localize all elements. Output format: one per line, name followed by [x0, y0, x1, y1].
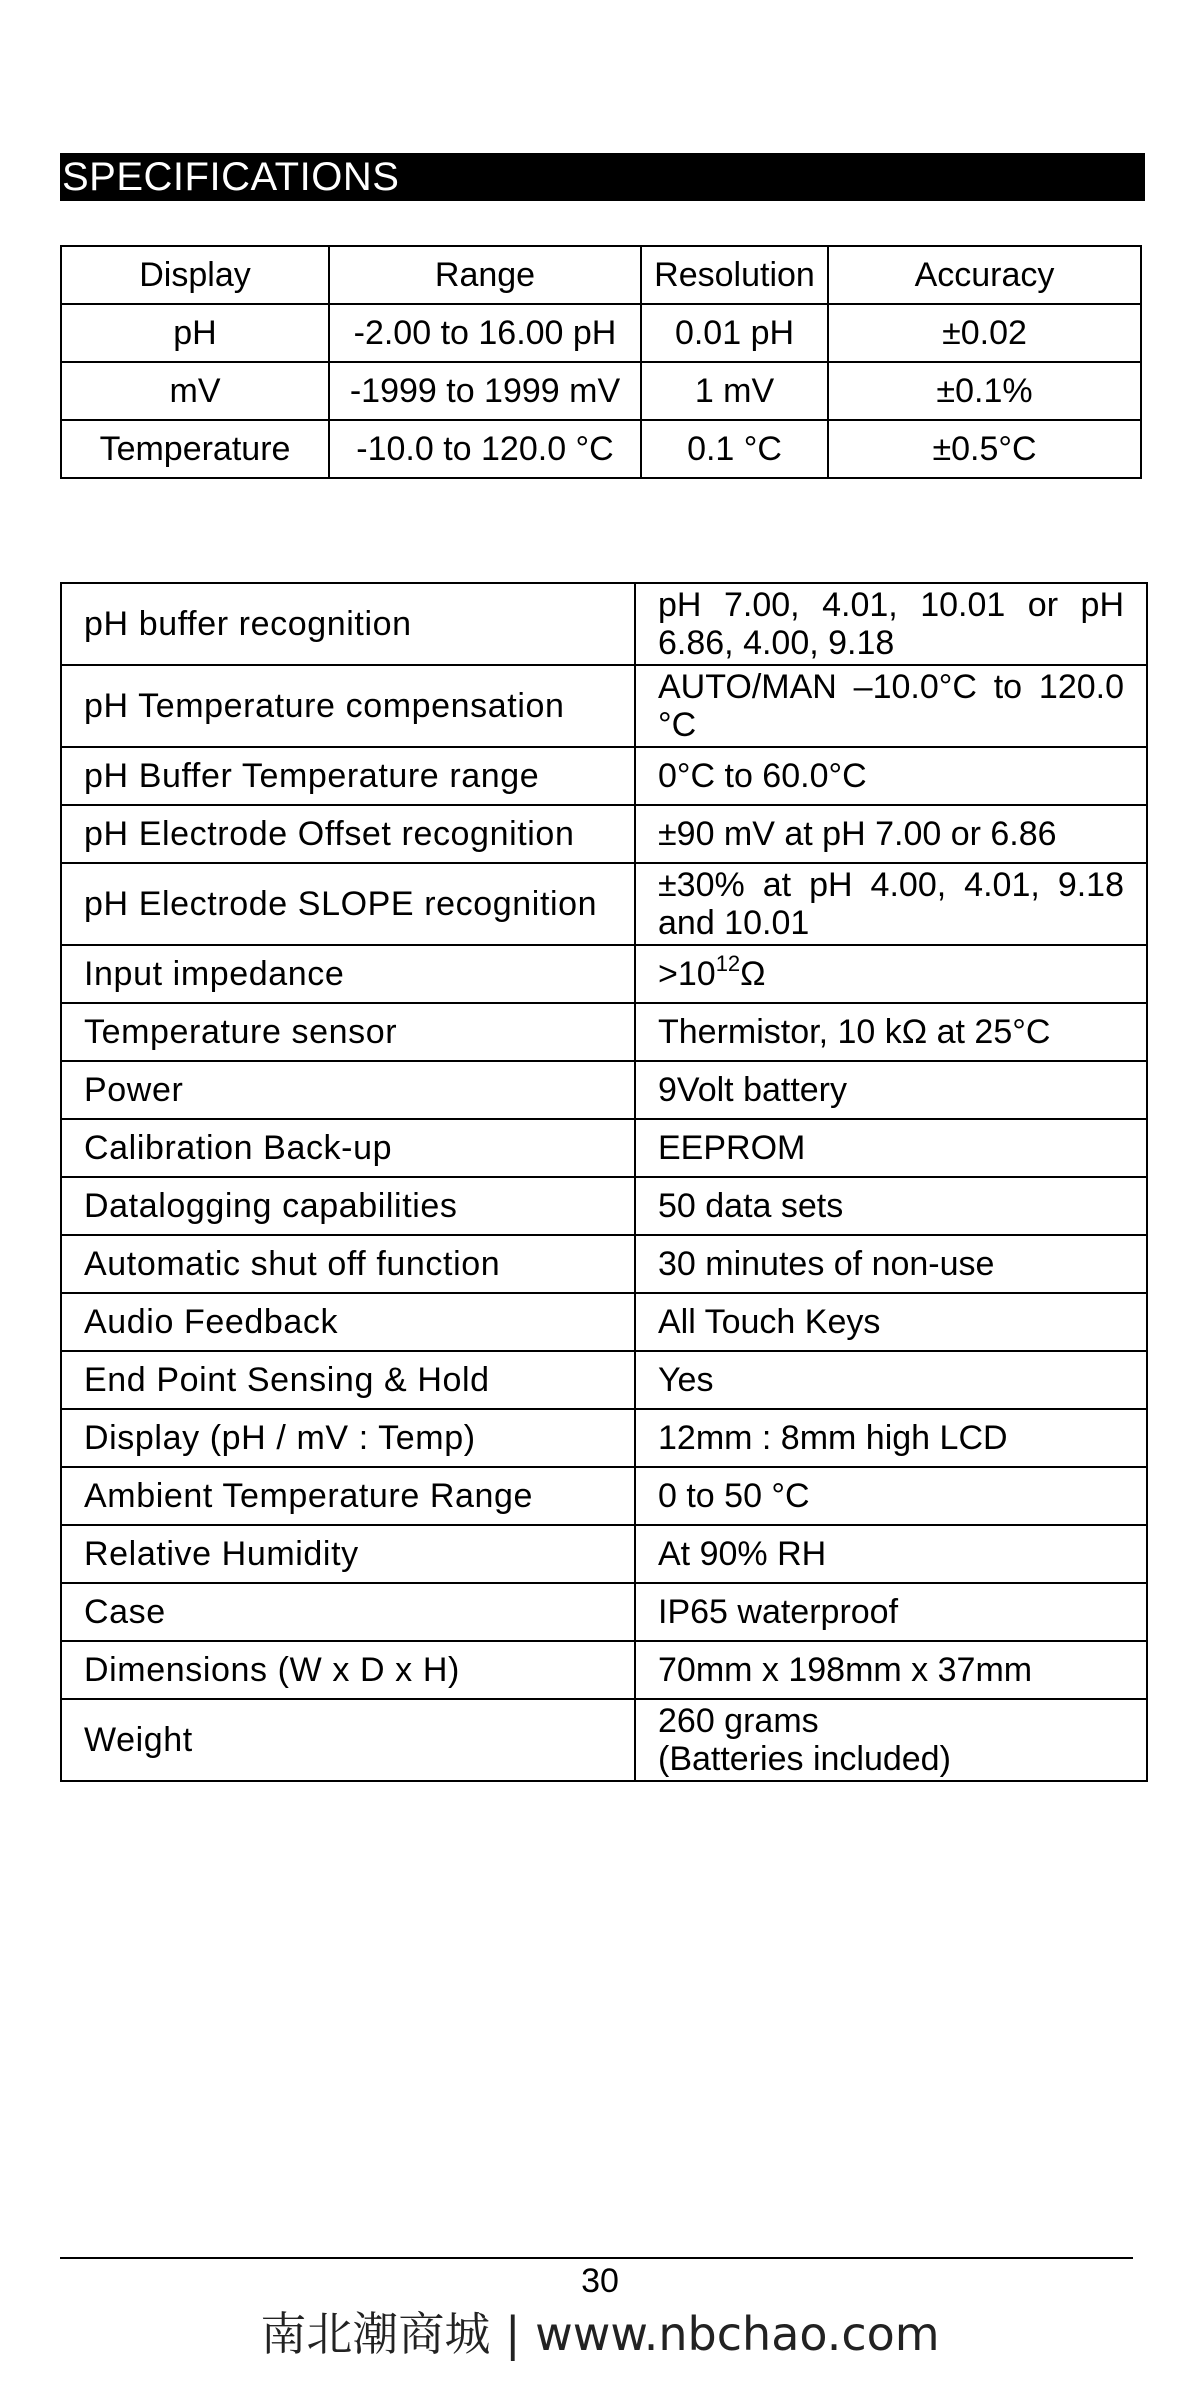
- spec-label: End Point Sensing & Hold: [61, 1351, 635, 1409]
- spec-value: IP65 waterproof: [635, 1583, 1147, 1641]
- weight-note: (Batteries included): [658, 1740, 951, 1778]
- spec-label: pH buffer recognition: [61, 583, 635, 665]
- table-row: [61, 420, 1141, 478]
- spec-label: Audio Feedback: [61, 1293, 635, 1351]
- spec-label: Input impedance: [61, 945, 635, 1003]
- table-cell: ±0.1%: [828, 362, 1141, 420]
- spec-row-power: [61, 1061, 1147, 1119]
- spec-row-end-point-sensing: [61, 1351, 1147, 1409]
- table-cell: 0.01 pH: [641, 304, 828, 362]
- ohm-symbol: Ω: [740, 955, 766, 993]
- spec-row-offset-recognition: [61, 805, 1147, 863]
- spec-value: AUTO/MAN –10.0°C to 120.0 °C: [635, 665, 1147, 747]
- spec-value: 9Volt battery: [635, 1061, 1147, 1119]
- display-table-header-row: [61, 246, 1141, 304]
- spec-label: pH Electrode Offset recognition: [61, 805, 635, 863]
- column-header: Range: [329, 246, 641, 304]
- spec-label: Calibration Back-up: [61, 1119, 635, 1177]
- spec-value: 0 to 50 °C: [635, 1467, 1147, 1525]
- spec-label: Temperature sensor: [61, 1003, 635, 1061]
- spec-row-weight: [61, 1699, 1147, 1781]
- spec-label: pH Electrode SLOPE recognition: [61, 863, 635, 945]
- spec-value: Yes: [635, 1351, 1147, 1409]
- spec-label: Power: [61, 1061, 635, 1119]
- spec-value: EEPROM: [635, 1119, 1147, 1177]
- table-cell: pH: [61, 304, 329, 362]
- spec-row-input-impedance: [61, 945, 1147, 1003]
- table-cell: mV: [61, 362, 329, 420]
- spec-row-ambient-temperature: [61, 1467, 1147, 1525]
- spec-value: Thermistor, 10 kΩ at 25°C: [635, 1003, 1147, 1061]
- page-number: 30: [581, 2262, 619, 2300]
- spec-label: pH Buffer Temperature range: [61, 747, 635, 805]
- impedance-base: >10: [658, 955, 716, 993]
- spec-label: Weight: [61, 1699, 635, 1781]
- footer-divider: [60, 2257, 1133, 2259]
- spec-row-datalogging: [61, 1177, 1147, 1235]
- spec-row-temperature-sensor: [61, 1003, 1147, 1061]
- spec-value: [635, 1699, 1147, 1781]
- spec-label: Case: [61, 1583, 635, 1641]
- column-header: Display: [61, 246, 329, 304]
- spec-value: 0°C to 60.0°C: [635, 747, 1147, 805]
- spec-row-buffer-temperature-range: [61, 747, 1147, 805]
- spec-label: Datalogging capabilities: [61, 1177, 635, 1235]
- section-title: SPECIFICATIONS: [60, 153, 1145, 201]
- spec-label: Relative Humidity: [61, 1525, 635, 1583]
- display-spec-table: [60, 245, 1142, 479]
- table-cell: -2.00 to 16.00 pH: [329, 304, 641, 362]
- spec-value: 50 data sets: [635, 1177, 1147, 1235]
- spec-row-calibration-backup: [61, 1119, 1147, 1177]
- table-cell: 0.1 °C: [641, 420, 828, 478]
- spec-row-display: [61, 1409, 1147, 1467]
- spec-value: ±90 mV at pH 7.00 or 6.86: [635, 805, 1147, 863]
- spec-row-auto-shutoff: [61, 1235, 1147, 1293]
- spec-value: 30 minutes of non-use: [635, 1235, 1147, 1293]
- spec-row-temperature-compensation: [61, 665, 1147, 747]
- spec-value: ±30% at pH 4.00, 4.01, 9.18 and 10.01: [635, 863, 1147, 945]
- spec-value: 12mm : 8mm high LCD: [635, 1409, 1147, 1467]
- spec-value: 70mm x 198mm x 37mm: [635, 1641, 1147, 1699]
- table-cell: -10.0 to 120.0 °C: [329, 420, 641, 478]
- spec-row-buffer-recognition: [61, 583, 1147, 665]
- spec-value: At 90% RH: [635, 1525, 1147, 1583]
- column-header: Accuracy: [828, 246, 1141, 304]
- table-row: [61, 304, 1141, 362]
- impedance-exponent: 12: [715, 951, 741, 976]
- site-watermark: 南北潮商城 | www.nbchao.com: [260, 2307, 940, 2361]
- spec-label: Ambient Temperature Range: [61, 1467, 635, 1525]
- weight-value: 260 grams: [658, 1702, 819, 1740]
- table-cell: Temperature: [61, 420, 329, 478]
- table-cell: -1999 to 1999 mV: [329, 362, 641, 420]
- spec-value: [635, 945, 1147, 1003]
- table-cell: ±0.5°C: [828, 420, 1141, 478]
- table-cell: 1 mV: [641, 362, 828, 420]
- table-row: [61, 362, 1141, 420]
- spec-row-dimensions: [61, 1641, 1147, 1699]
- spec-label: Automatic shut off function: [61, 1235, 635, 1293]
- spec-value: pH 7.00, 4.01, 10.01 or pH 6.86, 4.00, 9.18: [635, 583, 1147, 665]
- spec-row-slope-recognition: [61, 863, 1147, 945]
- spec-value: All Touch Keys: [635, 1293, 1147, 1351]
- column-header: Resolution: [641, 246, 828, 304]
- table-cell: ±0.02: [828, 304, 1141, 362]
- spec-label: pH Temperature compensation: [61, 665, 635, 747]
- spec-row-relative-humidity: [61, 1525, 1147, 1583]
- spec-row-audio-feedback: [61, 1293, 1147, 1351]
- spec-row-case: [61, 1583, 1147, 1641]
- general-spec-table: [60, 582, 1148, 1782]
- spec-label: Display (pH / mV : Temp): [61, 1409, 635, 1467]
- spec-label: Dimensions (W x D x H): [61, 1641, 635, 1699]
